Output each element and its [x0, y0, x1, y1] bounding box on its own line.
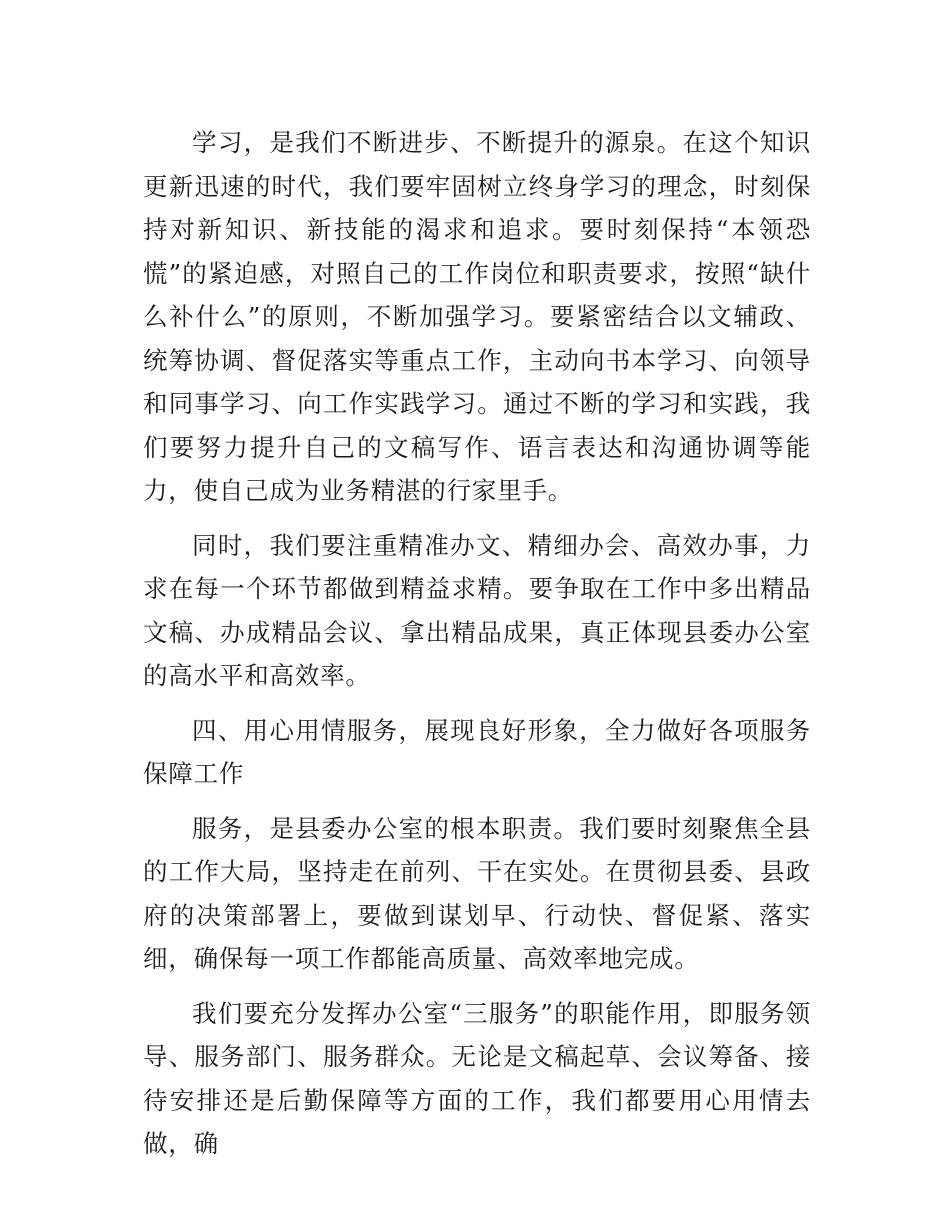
paragraph-learning: 学习，是我们不断进步、不断提升的源泉。在这个知识更新迅速的时代，我们要牢固树立终身学习的理念，时刻保持对新知识、新技能的渴求和追求。要时刻保持“本领恐慌”的紧迫感，对照自己的工作岗位和职责要求，按照“缺什么补什么”的原则，不断加强学习。要紧密结合以文辅政、统筹协调、督促落实等重点工作，主动向书本学习、向领导和同事学习、向工作实践学习。通过不断的学习和实践，我们要努力提升自己的文稿写作、语言表达和沟通协调等能力，使自己成为业务精湛的行家里手。	[143, 128, 811, 505]
paragraph-service: 服务，是县委办公室的根本职责。我们要时刻聚焦全县的工作大局，坚持走在前列、干在实处。在贯彻县委、县政府的决策部署上，要做到谋划早、行动快、督促紧、落实细，确保每一项工作都能高质量、高效率地完成。	[143, 813, 811, 973]
paragraph-precision: 同时，我们要注重精准办文、精细办会、高效办事，力求在每一个环节都做到精益求精。要争取在工作中多出精品文稿、办成精品会议、拿出精品成果，真正体现县委办公室的高水平和高效率。	[143, 530, 811, 690]
document-body	[143, 121, 811, 1177]
section-heading-four: 四、用心用情服务，展现良好形象，全力做好各项服务保障工作	[143, 715, 811, 788]
paragraph-three-services: 我们要充分发挥办公室“三服务”的职能作用，即服务领导、服务部门、服务群众。无论是文稿起草、会议筹备、接待安排还是后勤保障等方面的工作，我们都要用心用情去做，确	[143, 998, 811, 1158]
